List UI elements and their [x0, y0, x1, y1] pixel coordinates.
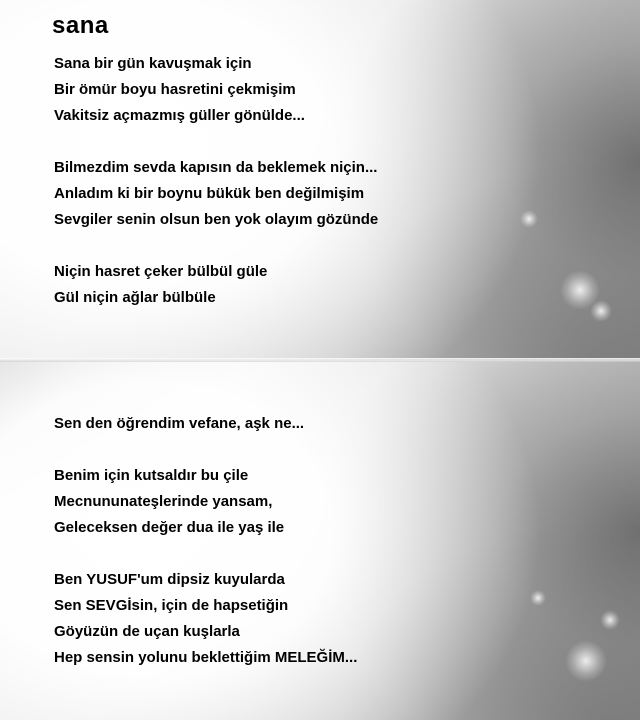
- poem-line: Niçin hasret çeker bülbül güle: [54, 263, 268, 280]
- panel-divider: [0, 358, 640, 362]
- stanza: [54, 567, 357, 671]
- poem-line: Bilmezdim sevda kapısın da beklemek niçin...: [54, 159, 378, 176]
- bokeh-light: [565, 640, 607, 682]
- stanza: [54, 51, 305, 129]
- stanza: [54, 155, 378, 233]
- stanza: [54, 463, 284, 541]
- poem-line: Mecnununateşlerinde yansam,: [54, 493, 273, 510]
- poem-line: Anladım ki bir boynu bükük ben değilmişim: [54, 185, 365, 202]
- poem-line: Hep sensin yolunu beklettiğim MELEĞİM...: [54, 649, 358, 666]
- poem-line: Sana bir gün kavuşmak için: [54, 55, 252, 72]
- poem-title: sana: [52, 12, 109, 39]
- poem-line: Sen den öğrendim vefane, aşk ne...: [54, 415, 305, 432]
- bokeh-light: [590, 300, 612, 322]
- poem-line: Bir ömür boyu hasretini çekmişim: [54, 81, 296, 98]
- bokeh-light: [530, 590, 546, 606]
- poem-line: Benim için kutsaldır bu çile: [54, 467, 249, 484]
- poem-line: Sevgiler senin olsun ben yok olayım gözünde: [54, 211, 379, 228]
- bokeh-light: [600, 610, 620, 630]
- stanza: [54, 259, 267, 311]
- stanza: [54, 411, 304, 437]
- poem-panel-bottom: [0, 360, 640, 720]
- poem-line: Ben YUSUF'um dipsiz kuyularda: [54, 571, 285, 588]
- poem-line: Sen SEVGİsin, için de hapsetiğin: [54, 597, 289, 614]
- poem-line: Gül niçin ağlar bülbüle: [54, 289, 216, 306]
- bokeh-light: [520, 210, 538, 228]
- poem-line: Göyüzün de uçan kuşlarla: [54, 623, 240, 640]
- poem-line: Geleceksen değer dua ile yaş ile: [54, 519, 285, 536]
- poem-line: Vakitsiz açmazmış güller gönülde...: [54, 107, 305, 124]
